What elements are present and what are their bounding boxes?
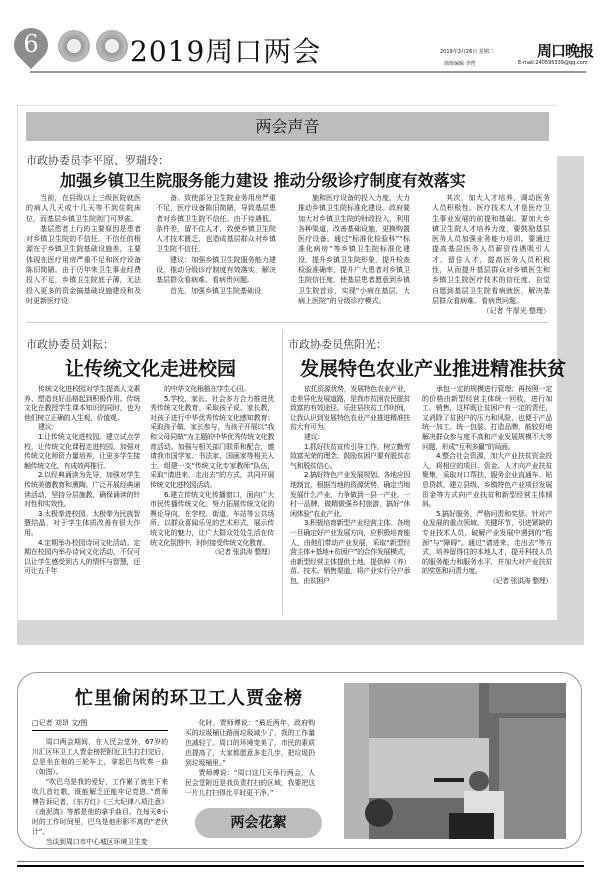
paragraph: 化时，贾师傅说：“最近两年，政府购买的垃圾桶让路面垃圾减少了，我的工作量也减轻了。周口的环境变美了，市民的素质也提高了，大家都愿意多走几步，把垃圾扔到垃圾桶里。” [185,719,315,767]
email: E-mail:240595339@qq.com [518,60,588,66]
article2-headline: 让传统文化走进校园 [65,358,237,380]
feature-photo [344,683,566,839]
paragraph: 当谈到周口市中心城区环境卫生变 [45,838,148,846]
section-tag-pill: 两会花絮 [195,808,322,838]
paragraph: 5.搞好服务，严格问责和奖惩。针对产业发展的重点领域、关键环节，引进紧缺的专业技术人员，破解产业发展中遇到的“瓶颈”与“障碍”。通过“请进来、走出去”等方式，培养留得住的本地人才，提升科技人员的服务能力和服务水平，并加大对产业扶贫的奖惩和问责力度。 [422,509,552,576]
paragraph: 其次，加大人才培养，调动医务人员积极性。医疗技术人才是医疗卫生事业发展的前提和基础。要加大乡镇卫生院人才培养力度，要鼓励基层医务人员加强业务能力培训。要通过提高基层医务人员薪资待遇吸引人才、留住人才，提高医务人员积极性，从而提升基层群众对乡镇医生和乡镇卫生院医疗技术的信任度，自觉自愿到基层卫生院看病就医，解决基层群众看病难、看病贵问题。 [432,194,550,305]
article3-headline: 发展特色农业产业推进精准扶贫 [300,358,567,380]
paragraph: 首先，加强乡镇卫生院基础设 [170,286,261,295]
page-number: 6 [23,30,39,58]
reporter-credit: （记者 张洪涛 整理） [210,548,274,557]
national-emblem-icon [58,30,90,62]
paragraph: 3.太极拳进校园。太极拳为民族智慧结晶，对于学生体质改善有很大作用。 [24,509,140,537]
paragraph: 1.抓好扶贫宣传引导工作，树立勤劳致富光荣的理念，鼓励贫困户要有脱贫志气和脱贫信心。 [290,442,410,470]
paragraph: 6.建立传统文化传播窗口，面向广大市民传播传统文化。努力拓展传统文化的舆论导向，在学校、街道、车站等公共场所，以群众喜闻乐见的艺术形式，展示传统文化的魅力，让广大群众处处生活在传统文化氛围中，时时接受传统文化教育。 [150,490,274,547]
paragraph: 备。致使部分卫生院业务用房严重不足，医疗设备陈旧简陋，导致基层患者对乡镇卫生院不信任。由于待遇低、条件差，留不住人才，致使乡镇卫生院人才技术匮乏，也造成基层群众对乡镇卫生院不信任。 [156,194,276,254]
article1-col4 [432,193,550,317]
paragraph: 1.让传统文化进校园。建立试点学校，让传统文化课程走进校园，加强对传统文化师资力量培养，让更多学生接触传统文化，有成效再推行。 [24,432,140,470]
article1-subtitle: 市政协委员李平原、罗瑞玲： [26,154,169,167]
paragraph: 5.学校、家长、社会多方合力推进优秀传统文化教育。采取孩子说、家长教，对孩子进行中华优秀传统文化感知教育；采取孩子做、家长参与，为孩子开展以“我和父母同做”为主题的中华优秀传统文化教育活动。加强与相关部门联系和配合，邀请我市国学家、书法家、国画家等相关人士，组建一支“传统文化专家教师”队伍，采取“请进来、走出去”的方式，共同开展传统文化进校园活动。 [150,394,274,489]
editor-credit: 值班编辑 李哲 [444,61,476,67]
paragraph: 贾师傅说：“周口这几天举行两会，人民会堂附近是我负责打扫的区域，我要把这一片儿打扫得比平时更干净。” [185,769,315,797]
side-strip [557,156,584,644]
paragraph: 4.定期举办校园诗词文化活动。定期在校园内举办诗词文化活动，不仅可以让学生感受到古人的情怀与智慧，还可让五千年 [24,538,140,576]
reporter-credit: （记者 牛厚光 整理） [482,307,550,316]
paragraph: “吹巴乌是我的爱好，工作累了就坐下来吹几首红歌，既能解乏还能牢记党恩。”贾师傅告诉记者，《东方红》《三大纪律八项注意》《南泥湾》等都是他的拿手曲目。在每天8小时的工作时间里，巴乌是他形影不离的“老伙计”。 [32,778,168,836]
feature-headline: 忙里偷闲的环卫工人贾金榜 [75,688,303,709]
article2-col2 [150,385,274,558]
feature-col2 [185,718,315,798]
article1-col3 [298,193,410,306]
reporter-credit: （记者 张洪涛 整理） [488,576,552,585]
article1-headline: 加强乡镇卫生院服务能力建设 推动分级诊疗制度有效落实 [60,171,466,190]
section-divider [26,322,549,323]
paragraph: 4.整合社会资源，加大产业扶贫资金投入，将相应的项目、资金、人才向产业扶贫聚集，采取对口帮扶、服务企业直通车、贴息贷款、建立县级、乡镇特色产业项目发展资金等方式向产业扶贫和新型经营主体倾斜。 [422,452,552,509]
paragraph: 周口两会期间，在人民会堂外，67岁的川汇区环卫工人贾金榜把附近卫生打扫完后，总是坐在他的三轮车上，拿起巴乌吹奏一曲（如图）。 [32,738,168,776]
dateline: 2019年3月26日 星期二 [440,49,494,55]
section-band: 两会声音 [26,112,549,141]
column-divider [282,330,283,615]
article1-col2 [156,193,276,296]
paragraph: 当前，在县级以上三级医院就医的病人几天或十几天等不到住院床位，而基层乡镇卫生院则门可罗雀。 [26,194,141,223]
paragraph: 依托资源优势，发展特色农业产业，走差异化发展道路，是我市贫困农民脱贫致富的有效途径。乐驻县扶贫工作时间，让我认识到发展特色农业产业推进精准扶贫大有可为。 [290,385,410,432]
feature-byline: □记者 刘昂 文/图 [32,718,168,731]
paragraph: 传统文化进校园对学生提高人文素养、塑造良好品格起到积极作用。传统文化在教授学生课本知识的同时，也为他们树立正确的人生观、价值观。 [24,385,140,422]
cppcc-emblem-icon [96,30,128,62]
article3-col1 [290,385,410,586]
feature-col1 [32,737,168,847]
bottom-gray-band [17,620,584,645]
footer-rule [17,861,584,862]
paragraph: 承包一定的规模进行管理；再按照一定的价格由新型经营主体统一回收，进行加工、销售，这样既让贫困户有一定的责任，又消除了贫困户的压力和风险，也便于产品统一加工、统一包装、打造品牌，能较好地解决群众参与度不高和产业发展规模不大等问题，形成“互利多赢”的局面。 [422,385,552,451]
article2-subtitle: 市政协委员刘耘： [26,338,114,351]
article3-col2 [422,385,552,586]
paragraph: 基层患者上行的主要原因是患者对乡镇卫生院的不信任。不信任的根源在于乡镇卫生院基础设施差，主要体现在医疗用房严重不足和医疗设备陈旧简陋。由于历年来卫生事业经费投入不足，乡镇卫生院底子薄，无法投入更多的资金搞基础设施建设和及时更新医疗设 [26,224,141,305]
paragraph: 2.以经典诵读为先导，加强对学生传统美德教育和熏陶。广泛开展经典诵读活动，坚持分层施教，确保诵读的针对性和实效性。 [24,471,140,509]
paragraph: 的中华文化根植在学生心田。 [164,385,250,393]
footer-rule-thick [17,865,584,867]
paragraph: 建议： [38,423,58,432]
paragraph: 建议：加强乡镇卫生院服务能力建设，推动分级诊疗制度有效落实，解决基层群众看病难、看病贵问题。 [156,255,276,285]
paragraph: 建议： [304,432,324,441]
paragraph: 2.搞好特色产业发展规划。各地应因地制宜，根据当地的资源优势，确定当地发展什么产业，力争做到一县一产业、一村一品牌，做精做强乡村旅游，搞好“休闲体验”农业产业。 [290,471,410,518]
masthead-logo: 周口晚报 [537,42,594,60]
header-divider [30,71,586,73]
article2-col1 [24,385,140,577]
article3-subtitle: 市政协委员焦阳光： [288,338,387,351]
paragraph: 3.积极培育新型产业经营主体。各地一旦确定好产业发展方向，应积极培育能人，由他们带动产业发展，采取“新型经营主体+基地+贫困户”的合作发展模式，由新型经营主体提供土地，提供种（养）苗、技术、销售渠道，将产业实行分户承包，由贫困户 [290,519,410,585]
article1-col1 [26,193,141,306]
paragraph: 施和医疗设备的投入力度，大力推动乡镇卫生院标准化建设。政府要加大对乡镇卫生院的财政投入，利用各种渠道，改善基础设施，更换购置医疗设备。通过“标准化检验科”“标准化病房”等乡镇卫生院标准化建设，提升乡镇卫生院形象，提升检查检验准确率，提升广大患者对乡镇卫生院信任度，使基层患者愿意到乡镇卫生院首诊，实现“小病在基层，大病上医院”的分级诊疗模式。 [298,194,410,305]
page-title: 2019周口两会 [130,35,322,68]
